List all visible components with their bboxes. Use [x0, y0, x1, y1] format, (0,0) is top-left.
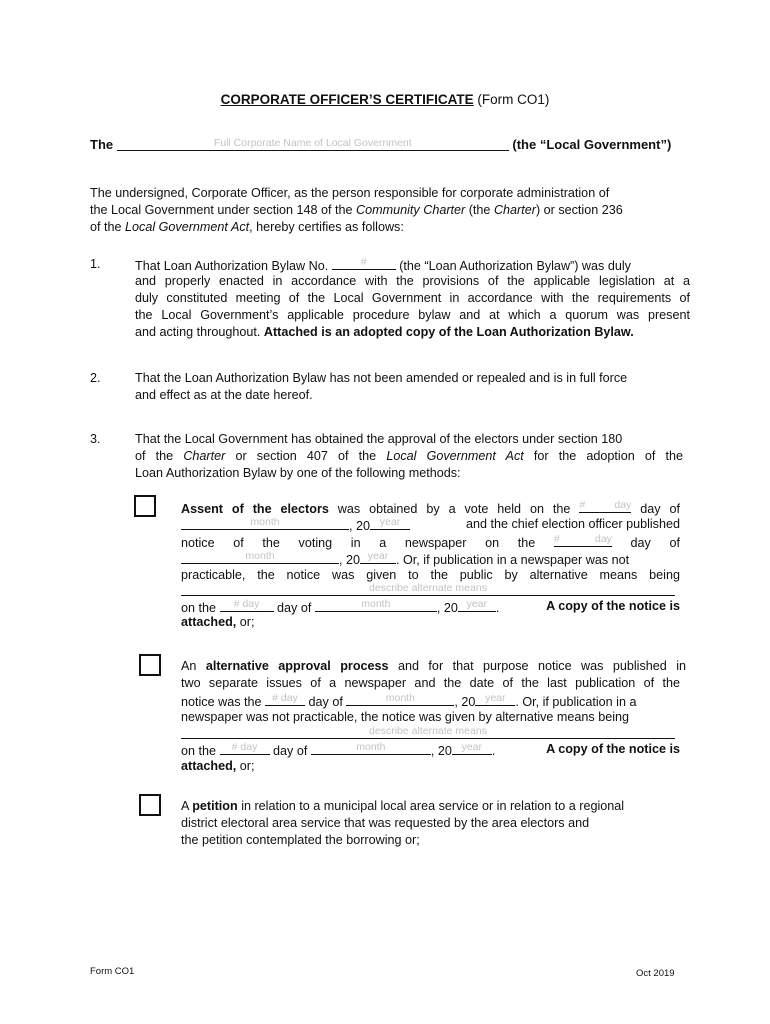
aap-line-1: An alternative approval process and for that purpose notice was published in	[181, 659, 687, 673]
aap-month-field[interactable]: month	[346, 692, 454, 706]
assent-alt-year-field[interactable]: year	[458, 598, 496, 612]
petition-line-2: district electoral area service that was requested by the area electors and	[181, 816, 590, 830]
bylaw-number-field[interactable]: #	[332, 256, 396, 270]
assent-alt-month-field[interactable]: month	[315, 598, 437, 612]
form-reference: (Form CO1)	[477, 92, 550, 107]
item-2-number: 2.	[90, 371, 101, 385]
assent-line-1: Assent of the electors was obtained by a vote held on the # day day of	[181, 499, 681, 516]
certificate-heading: CORPORATE OFFICER’S CERTIFICATE	[220, 92, 474, 107]
assent-line-4: month , 20 year . Or, if publication in a newspaper was not	[181, 550, 680, 569]
assent-notice-month-field[interactable]: month	[181, 550, 339, 564]
petition-line-1: A petition in relation to a municipal local area service or in relation to a regional	[181, 799, 625, 813]
assent-notice-day-field[interactable]: # day	[553, 533, 612, 545]
the-label: The	[90, 137, 114, 152]
assent-of-electors-checkbox[interactable]	[134, 495, 156, 517]
item-1-number: 1.	[90, 257, 101, 271]
petition-checkbox[interactable]	[139, 794, 161, 816]
item-3-line-3: Loan Authorization Bylaw by one of the following methods:	[135, 466, 461, 480]
assent-vote-month-field[interactable]: month	[181, 516, 349, 530]
aap-alt-year-field[interactable]: year	[452, 741, 492, 755]
item-3-line-1: That the Local Government has obtained the approval of the electors under section 180	[135, 432, 623, 446]
assent-line-3: notice of the voting in a newspaper on the # day day of	[181, 533, 680, 550]
item-2-line-1: That the Loan Authorization Bylaw has not been amended or repealed and is in full force	[135, 371, 628, 385]
item-1-line-5: and acting throughout. Attached is an adopted copy of the Loan Authorization Bylaw.	[135, 325, 634, 339]
assent-notice-year-field[interactable]: year	[360, 550, 396, 564]
local-government-name-field[interactable]	[117, 137, 509, 151]
alternative-approval-checkbox[interactable]	[139, 654, 161, 676]
intro-line-1: The undersigned, Corporate Officer, as the person responsible for corporate administration of	[90, 186, 610, 200]
assent-line-7: on the # day day of month , 20 year . A copy of the notice is	[181, 598, 680, 615]
item-1-line-3: duly constituted meeting of the Local Government in accordance with the requirements of	[135, 291, 690, 305]
assent-alt-day-field[interactable]: # day	[220, 598, 274, 612]
item-3-number: 3.	[90, 432, 101, 446]
footer-form-label: Form CO1	[90, 966, 135, 977]
assent-line-5: practicable, the notice was given to the public by alternative means being	[181, 568, 680, 582]
item-2-line-2: and effect as at the date hereof.	[135, 388, 313, 402]
page-title	[0, 92, 770, 107]
aap-alt-month-field[interactable]: month	[311, 741, 431, 755]
item-1-line-1: That Loan Authorization Bylaw No. # (the “Loan Authorization Bylaw”) was duly	[135, 256, 631, 273]
local-government-name-placeholder: Full Corporate Name of Local Government	[213, 137, 412, 149]
assent-vote-day-field[interactable]: # day	[579, 499, 632, 511]
footer-date: Oct 2019	[636, 968, 675, 979]
assent-line-2: month , 20 year and the chief election officer published	[181, 516, 680, 535]
aap-line-3: notice was the # day day of month , 20 year . Or, if publication in a	[181, 692, 637, 709]
local-government-label: (the “Local Government”)	[512, 137, 672, 152]
intro-line-2: the Local Government under section 148 of the Community Charter (the Charter) or section 236	[90, 203, 623, 217]
local-government-name-line	[90, 135, 671, 153]
aap-alt-day-field[interactable]: # day	[220, 741, 270, 755]
assent-line-8: attached, or;	[181, 615, 255, 629]
assent-vote-year-field[interactable]: year	[370, 516, 410, 530]
intro-line-3: of the Local Government Act, hereby certifies as follows:	[90, 220, 404, 234]
assent-alt-means-field[interactable]: describe alternate means	[181, 582, 675, 596]
aap-line-7: attached, or;	[181, 759, 255, 773]
aap-line-2: two separate issues of a newspaper and the date of the last publication of the	[181, 676, 680, 690]
aap-line-6: on the # day day of month , 20 year . A copy of the notice is	[181, 741, 680, 758]
aap-alt-means-field[interactable]: describe alternate means	[181, 725, 675, 739]
aap-year-field[interactable]: year	[475, 692, 515, 706]
item-1-line-2: and properly enacted in accordance with the provisions of the applicable legislation at a	[135, 274, 690, 288]
aap-line-4: newspaper was not practicable, the notice was given by alternative means being	[181, 710, 630, 724]
aap-day-field[interactable]: # day	[265, 692, 305, 706]
item-3-line-2: of the Charter or section 407 of the Local Government Act for the adoption of the	[135, 449, 684, 463]
item-1-line-4: the Local Government’s applicable procedure bylaw and at which a quorum was present	[135, 308, 690, 322]
petition-line-3: the petition contemplated the borrowing or;	[181, 833, 420, 847]
